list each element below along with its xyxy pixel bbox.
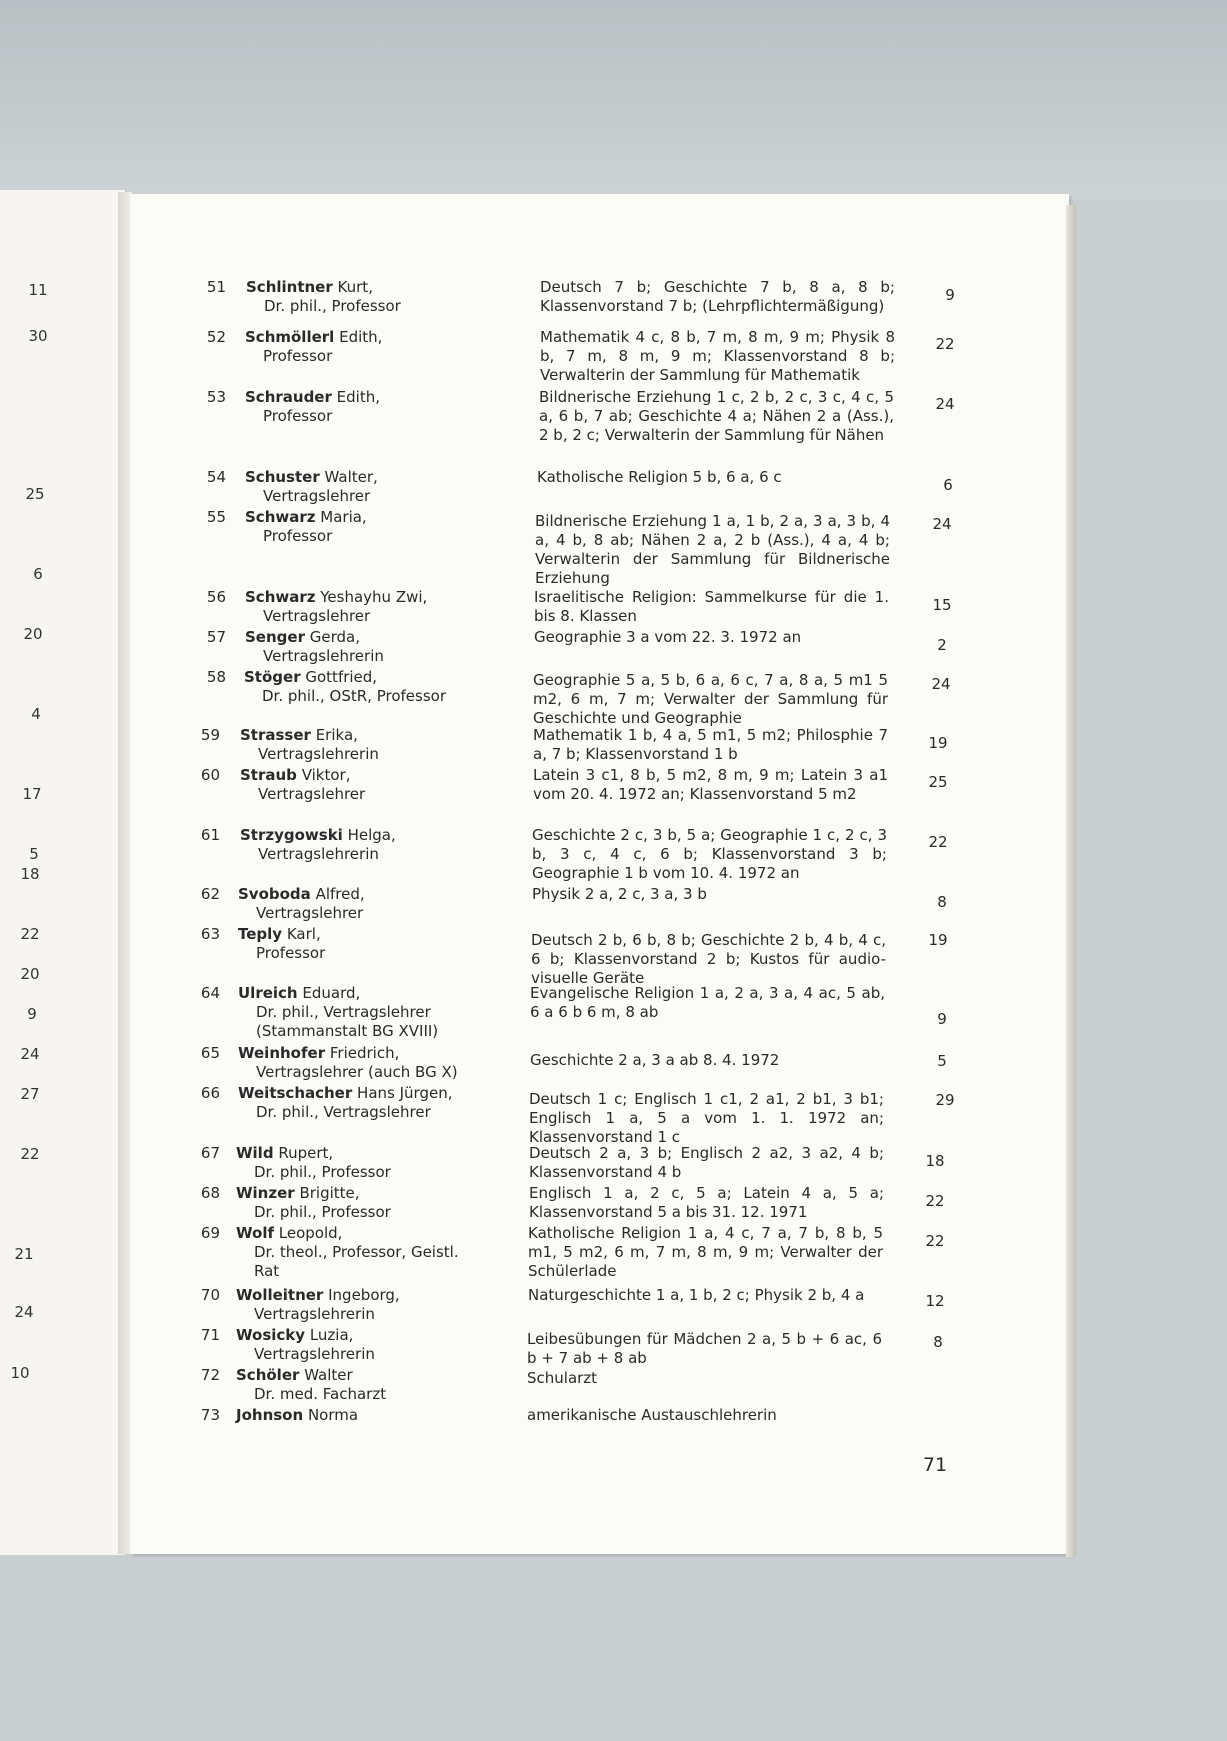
entry-name	[240, 826, 495, 864]
entry-title: Dr. theol., Professor, Geistl. Rat	[254, 1243, 459, 1280]
entry-given-name: Alfred,	[315, 885, 365, 903]
entry-title: Professor	[263, 347, 333, 365]
entry-title: Vertragslehrer	[258, 785, 366, 803]
entry-hours: 25	[928, 773, 948, 791]
entry-given-name: Gerda,	[309, 628, 360, 646]
entry-hours: 8	[937, 893, 947, 911]
entry-given-name: Edith,	[339, 328, 383, 346]
entry-name	[236, 1224, 476, 1281]
entry-subjects: Naturgeschichte 1 a, 1 b, 2 c; Physik 2 b, 4 a	[528, 1286, 865, 1304]
left-margin-number: 17	[22, 785, 42, 803]
entry-surname: Schwarz	[245, 508, 316, 526]
entry-name	[236, 1366, 491, 1404]
entry-hours: 22	[928, 833, 948, 851]
left-margin-number: 4	[31, 705, 41, 723]
entry-title: Dr. phil., Professor	[254, 1203, 391, 1221]
entry-subjects: Deutsch 7 b; Geschichte 7 b, 8 a, 8 b; Klassenvorstand 7 b; (Lehrpflichtermäßigung)	[540, 278, 895, 315]
entry-hours: 2	[937, 636, 947, 654]
entry-name	[245, 628, 500, 666]
entry-hours: 29	[935, 1091, 955, 1109]
entry-number: 69	[200, 1224, 220, 1242]
entry-title: Dr. phil., OStR, Professor	[262, 687, 446, 705]
left-margin-number: 6	[33, 565, 43, 583]
entry-number: 68	[200, 1184, 220, 1202]
left-margin-number: 9	[27, 1005, 37, 1023]
entry-given-name: Helga,	[347, 826, 396, 844]
entry-subjects: amerikanische Austauschlehrerin	[527, 1406, 777, 1424]
entry-given-name: Viktor,	[301, 766, 351, 784]
entry-title: Professor	[263, 527, 333, 545]
entry-subjects: Evangelische Religion 1 a, 2 a, 3 a, 4 ac, 5 ab, 6 a 6 b 6 m, 8 ab	[530, 984, 885, 1021]
page-number: 71	[922, 1454, 948, 1476]
page-edge	[1066, 205, 1076, 1557]
entry-surname: Ulreich	[238, 984, 298, 1002]
left-margin-number: 22	[20, 925, 40, 943]
entry-given-name: Luzia,	[309, 1326, 354, 1344]
entry-hours: 22	[925, 1232, 945, 1250]
left-margin-number: 18	[20, 865, 40, 883]
entry-surname: Schlintner	[246, 278, 333, 296]
entry-surname: Straub	[240, 766, 297, 784]
entry-number: 62	[200, 885, 220, 903]
entry-surname: Winzer	[236, 1184, 295, 1202]
entry-name	[240, 726, 495, 764]
entry-name	[236, 1406, 491, 1425]
entry-subjects: Geschichte 2 c, 3 b, 5 a; Geographie 1 c, 2 c, 3 b, 3 c, 4 c, 6 b; Klassenvorstand 3 b; Geographie 1 b vom 10. 4. 1972 an	[532, 826, 887, 882]
entry-hours: 24	[932, 515, 952, 533]
entry-given-name: Edith,	[336, 388, 380, 406]
entry-given-name: Gottfried,	[305, 668, 378, 686]
entry-number: 54	[206, 468, 226, 486]
entry-subjects: Deutsch 2 b, 6 b, 8 b; Geschichte 2 b, 4 b, 4 c, 6 b; Klassenvorstand 2 b; Kustos für audio-visuelle Geräte	[531, 931, 886, 987]
entry-given-name: Leopold,	[278, 1224, 343, 1242]
entry-title: Professor	[263, 407, 333, 425]
entry-surname: Strasser	[240, 726, 311, 744]
entry-title: Vertragslehrerin	[254, 1305, 375, 1323]
left-margin-number: 21	[14, 1245, 34, 1263]
entry-given-name: Eduard,	[302, 984, 361, 1002]
entry-subjects: Latein 3 c1, 8 b, 5 m2, 8 m, 9 m; Latein 3 a1 vom 20. 4. 1972 an; Klassenvorstand 5 m2	[533, 766, 888, 803]
entry-number: 59	[200, 726, 220, 744]
background	[0, 0, 1227, 200]
entry-number: 57	[206, 628, 226, 646]
entry-number: 73	[200, 1406, 220, 1424]
entry-number: 71	[200, 1326, 220, 1344]
entry-name	[238, 1084, 493, 1122]
left-margin-number: 5	[29, 845, 39, 863]
entry-title: Vertragslehrerin	[263, 647, 384, 665]
entry-subjects: Schularzt	[527, 1369, 598, 1387]
entry-hours: 22	[935, 335, 955, 353]
entry-subjects: Deutsch 2 a, 3 b; Englisch 2 a2, 3 a2, 4 b; Klassenvorstand 4 b	[529, 1144, 884, 1181]
entry-given-name: Maria,	[320, 508, 367, 526]
entry-surname: Schmöllerl	[245, 328, 335, 346]
entry-name	[238, 984, 478, 1041]
entry-surname: Wolf	[236, 1224, 274, 1242]
entry-given-name: Yeshayhu Zwi,	[320, 588, 428, 606]
entry-title: Vertragslehrer (auch BG X)	[256, 1063, 458, 1081]
entry-surname: Wild	[236, 1144, 274, 1162]
entry-given-name: Brigitte,	[299, 1184, 360, 1202]
entry-name	[240, 766, 495, 804]
left-margin-number: 11	[28, 281, 48, 299]
entry-surname: Schuster	[245, 468, 320, 486]
left-margin-number: 24	[14, 1303, 34, 1321]
entry-name	[244, 668, 499, 706]
entry-hours: 18	[925, 1152, 945, 1170]
entry-subjects: Israelitische Religion: Sammelkurse für die 1. bis 8. Klassen	[534, 588, 889, 625]
entry-name	[245, 328, 500, 366]
entry-number: 70	[200, 1286, 220, 1304]
entry-number: 51	[206, 278, 226, 296]
entry-name	[245, 388, 500, 426]
entry-surname: Schöler	[236, 1366, 300, 1384]
entry-subjects: Katholische Religion 5 b, 6 a, 6 c	[537, 468, 782, 486]
entry-surname: Teply	[238, 925, 283, 943]
entry-number: 63	[200, 925, 220, 943]
entry-subjects: Physik 2 a, 2 c, 3 a, 3 b	[532, 885, 707, 903]
entry-title: Dr. phil., Professor	[254, 1163, 391, 1181]
entry-number: 67	[200, 1144, 220, 1162]
entry-given-name: Hans Jürgen,	[357, 1084, 453, 1102]
entry-number: 56	[206, 588, 226, 606]
entry-surname: Senger	[245, 628, 305, 646]
entry-subjects: Geographie 5 a, 5 b, 6 a, 6 c, 7 a, 8 a, 5 m1 5 m2, 6 m, 7 m; Verwalter der Sammlung für Geschichte und Geographie	[533, 671, 888, 727]
entry-name	[236, 1286, 491, 1324]
entry-title: Vertragslehrerin	[258, 845, 379, 863]
entry-hours: 5	[937, 1052, 947, 1070]
entry-surname: Weinhofer	[238, 1044, 326, 1062]
entry-subjects: Bildnerische Erziehung 1 a, 1 b, 2 a, 3 a, 3 b, 4 a, 4 b, 8 ab; Nähen 2 a, 2 b (Ass.), 4 a, 4 b; Verwalterin der Sammlung für Bildnerische Erziehung	[535, 512, 890, 587]
entry-subjects: Katholische Religion 1 a, 4 c, 7 a, 7 b, 8 b, 5 m1, 5 m2, 6 m, 7 m, 8 m, 9 m; Verwalter der Schülerlade	[528, 1224, 883, 1280]
entry-title: Dr. phil., Vertragslehrer (Stammanstalt BG XVIII)	[256, 1003, 439, 1040]
entry-surname: Wolleitner	[236, 1286, 324, 1304]
entry-given-name: Kurt,	[337, 278, 373, 296]
entry-number: 60	[200, 766, 220, 784]
entry-hours: 6	[943, 476, 953, 494]
entry-title: Vertragslehrerin	[254, 1345, 375, 1363]
entry-subjects: Mathematik 4 c, 8 b, 7 m, 8 m, 9 m; Physik 8 b, 7 m, 8 m, 9 m; Klassenvorstand 8 b; Verwalterin der Sammlung für Mathematik	[540, 328, 895, 384]
left-margin-number: 30	[28, 327, 48, 345]
entry-hours: 22	[925, 1192, 945, 1210]
entry-title: Vertragslehrerin	[258, 745, 379, 763]
entry-name	[246, 278, 501, 316]
left-margin-number: 20	[20, 965, 40, 983]
entry-subjects: Geographie 3 a vom 22. 3. 1972 an	[534, 628, 802, 646]
entry-given-name: Friedrich,	[329, 1044, 400, 1062]
left-margin-number: 24	[20, 1045, 40, 1063]
left-margin-number: 10	[10, 1364, 30, 1382]
entry-title: Dr. phil., Vertragslehrer	[256, 1103, 431, 1121]
entry-hours: 24	[935, 395, 955, 413]
entry-given-name: Walter,	[324, 468, 378, 486]
entry-number: 61	[200, 826, 220, 844]
entry-subjects: Mathematik 1 b, 4 a, 5 m1, 5 m2; Philosphie 7 a, 7 b; Klassenvorstand 1 b	[533, 726, 888, 763]
entry-given-name: Karl,	[286, 925, 321, 943]
entry-given-name: Walter	[304, 1366, 353, 1384]
entry-subjects: Bildnerische Erziehung 1 c, 2 b, 2 c, 3 c, 4 c, 5 a, 6 b, 7 ab; Geschichte 4 a; Nähen 2 a (Ass.), 2 b, 2 c; Verwalterin der Sammlung für Nähen	[539, 388, 894, 444]
entry-name	[245, 588, 500, 626]
entry-given-name: Erika,	[315, 726, 358, 744]
entry-title: Dr. med. Facharzt	[254, 1385, 387, 1403]
entry-subjects: Geschichte 2 a, 3 a ab 8. 4. 1972	[530, 1051, 780, 1069]
entry-number: 52	[206, 328, 226, 346]
entry-name	[245, 508, 500, 546]
entry-hours: 19	[928, 734, 948, 752]
entry-hours: 15	[932, 596, 952, 614]
entry-surname: Weitschacher	[238, 1084, 353, 1102]
entry-title: Dr. phil., Professor	[264, 297, 401, 315]
entry-given-name: Norma	[307, 1406, 359, 1424]
left-margin-number: 25	[25, 485, 45, 503]
entry-name	[238, 925, 493, 963]
entry-name	[236, 1326, 491, 1364]
entry-number: 64	[200, 984, 220, 1002]
entry-surname: Svoboda	[238, 885, 311, 903]
entry-surname: Strzygowski	[240, 826, 343, 844]
entry-number: 66	[200, 1084, 220, 1102]
entry-title: Professor	[256, 944, 326, 962]
entry-name	[236, 1144, 491, 1182]
entry-name	[238, 885, 493, 923]
entry-surname: Schrauder	[245, 388, 332, 406]
entry-surname: Stöger	[244, 668, 301, 686]
entry-subjects: Englisch 1 a, 2 c, 5 a; Latein 4 a, 5 a; Klassenvorstand 5 a bis 31. 12. 1971	[529, 1184, 884, 1221]
entry-hours: 24	[931, 675, 951, 693]
entry-title: Vertragslehrer	[263, 487, 371, 505]
entry-surname: Schwarz	[245, 588, 316, 606]
entry-number: 65	[200, 1044, 220, 1062]
entry-title: Vertragslehrer	[256, 904, 364, 922]
entry-number: 58	[206, 668, 226, 686]
entry-number: 55	[206, 508, 226, 526]
entry-given-name: Ingeborg,	[328, 1286, 400, 1304]
entry-title: Vertragslehrer	[263, 607, 371, 625]
entry-name	[245, 468, 500, 506]
entry-given-name: Rupert,	[278, 1144, 334, 1162]
entry-hours: 9	[945, 286, 955, 304]
entry-hours: 19	[928, 931, 948, 949]
entry-hours: 9	[937, 1010, 947, 1028]
left-margin-number: 22	[20, 1145, 40, 1163]
entry-name	[238, 1044, 493, 1082]
entry-number: 72	[200, 1366, 220, 1384]
entry-surname: Wosicky	[236, 1326, 306, 1344]
entry-surname: Johnson	[236, 1406, 304, 1424]
entry-number: 53	[206, 388, 226, 406]
entry-subjects: Deutsch 1 c; Englisch 1 c1, 2 a1, 2 b1, 3 b1; Englisch 1 a, 5 a vom 1. 1. 1972 an; Klassenvorstand 1 c	[529, 1090, 884, 1146]
entry-subjects: Leibesübungen für Mädchen 2 a, 5 b + 6 ac, 6 b + 7 ab + 8 ab	[527, 1330, 882, 1367]
entry-name	[236, 1184, 491, 1222]
left-margin-number: 20	[23, 625, 43, 643]
entry-hours: 8	[933, 1333, 943, 1351]
left-margin-number: 27	[20, 1085, 40, 1103]
entry-hours: 12	[925, 1292, 945, 1310]
